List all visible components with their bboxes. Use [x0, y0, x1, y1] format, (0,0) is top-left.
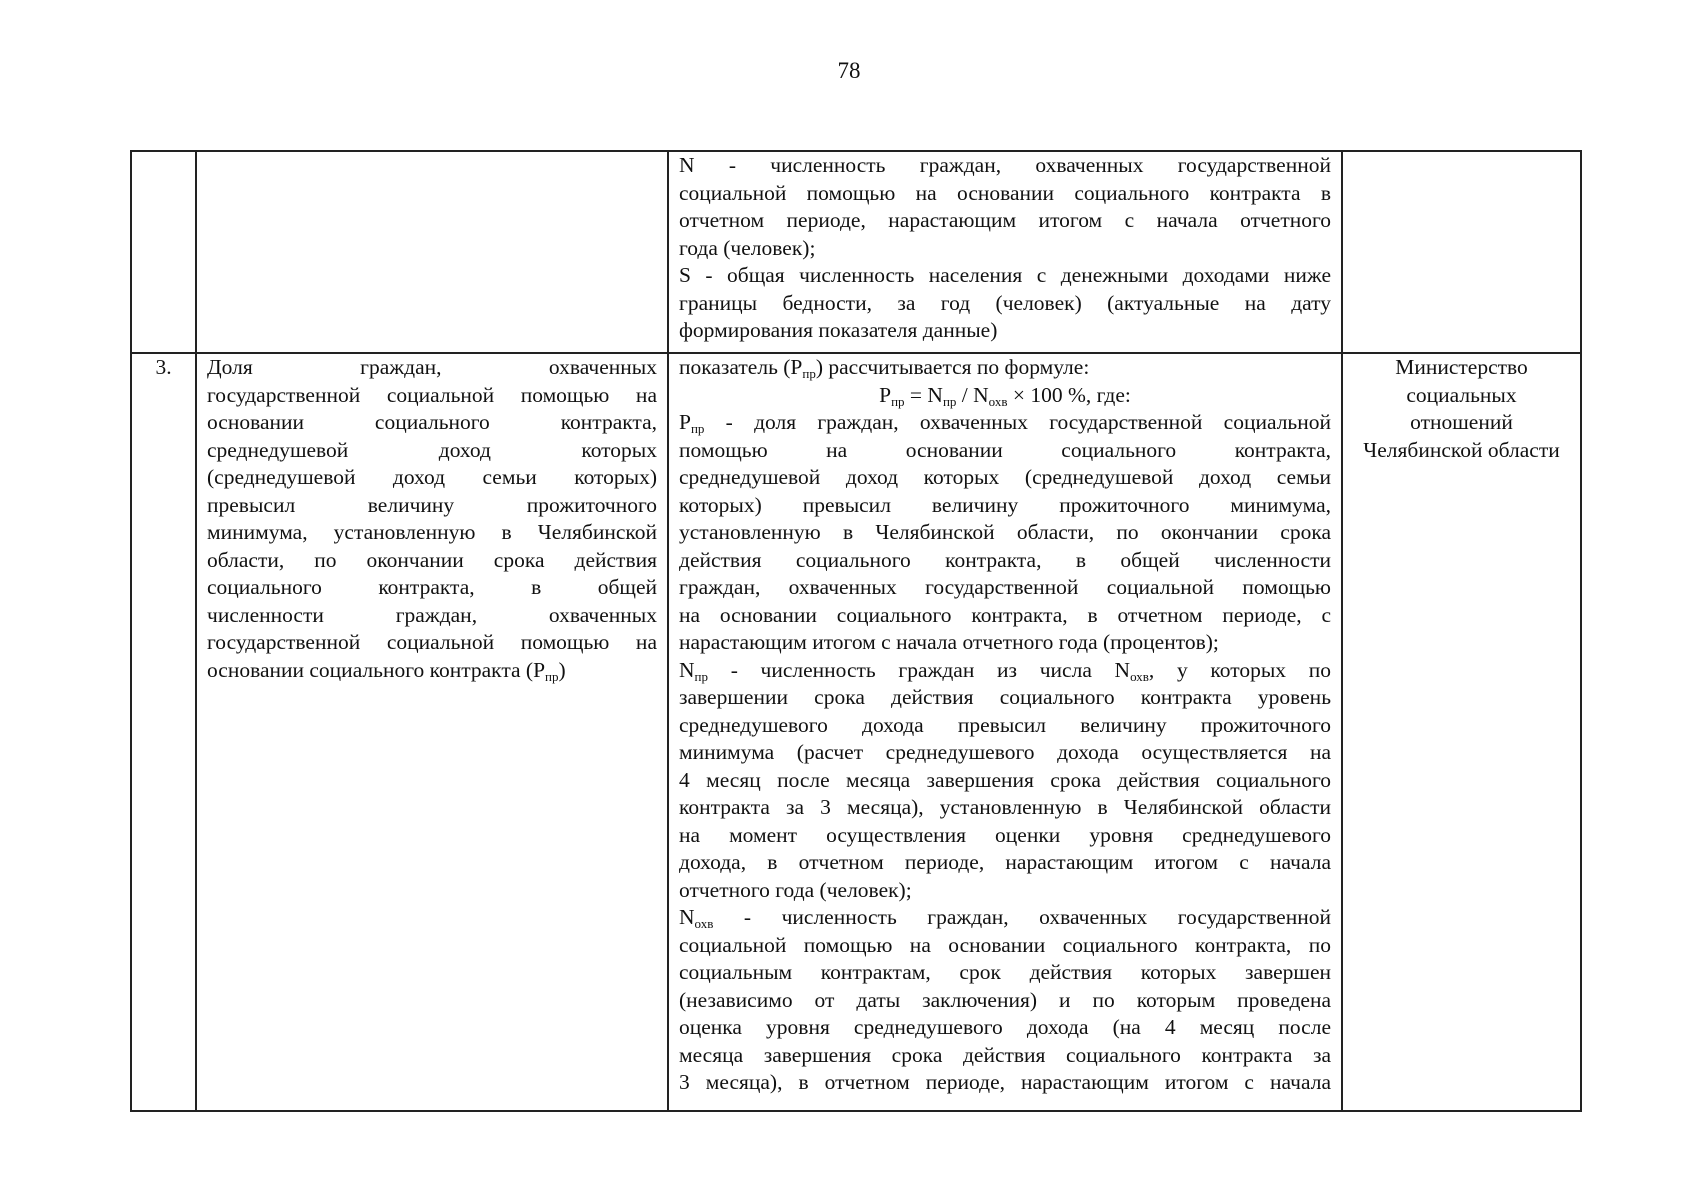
text-line: действия социального контракта, в общей численности — [679, 547, 1331, 572]
text-fragment: P — [879, 382, 892, 407]
text-line: границы бедности, за год (человек) (актуальные на дату — [679, 290, 1331, 315]
text-line: нарастающим итогом с начала отчетного года (процентов); — [679, 630, 1219, 654]
text-line: S - общая численность населения с денежными доходами ниже — [679, 263, 1331, 287]
text-fragment: = N — [904, 382, 943, 407]
text-line: (среднедушевой доход семьи которых) — [207, 465, 657, 489]
text-line: на момент осуществления оценки уровня среднедушевого — [679, 822, 1331, 847]
text-line: превысил величину прожиточного — [207, 492, 657, 517]
text-fragment: ) рассчитывается по формуле: — [815, 355, 1090, 379]
text-line: контракта за 3 месяца), установленную в Челябинской области — [679, 795, 1331, 819]
text-line: государственной социальной помощью на — [207, 630, 657, 654]
calculation-method-cell — [668, 151, 1342, 353]
text-line: на основании социального контракта, в отчетном периоде, с — [679, 602, 1331, 627]
formula-intro — [679, 354, 1331, 382]
text-line: 3 месяца), в отчетном периоде, нарастающим итогом с начала — [679, 1070, 1331, 1094]
text-line: социальной помощью на основании социального контракта, по — [679, 932, 1331, 957]
text-line: месяца завершения срока действия социального контракта за — [679, 1042, 1331, 1067]
text-line: отчетном периоде, нарастающим итогом с начала отчетного — [679, 208, 1331, 232]
definition-p-line — [679, 409, 1331, 437]
org-line: Министерство — [1395, 355, 1528, 379]
formula — [679, 382, 1331, 410]
text-line: завершении срока действия социального контракта уровень — [679, 685, 1331, 709]
text-fragment: - численность граждан из числа N — [708, 657, 1131, 682]
text-line: (независимо от даты заключения) и по которым проведена — [679, 987, 1331, 1012]
text-line: граждан, охваченных государственной социальной помощью — [679, 575, 1331, 599]
table-row — [131, 151, 1581, 353]
text-fragment: - доля граждан, охваченных государственной социальной — [704, 410, 1331, 434]
definition-npr-line — [679, 657, 1331, 685]
definition-nohv-line — [679, 904, 1331, 932]
subscript: пр — [942, 393, 957, 409]
text-line: основании социального контракта, — [207, 410, 657, 434]
text-line: минимума (расчет среднедушевого дохода осуществляется на — [679, 740, 1331, 764]
text-line: социальным контрактам, срок действия которых завершен — [679, 960, 1331, 984]
text-line: N - численность граждан, охваченных государственной — [679, 153, 1331, 177]
text-fragment: × 100 %, где: — [1007, 382, 1131, 407]
responsible-org-cell — [1342, 353, 1581, 1111]
text-line: государственной социальной помощью на — [207, 382, 657, 407]
subscript: пр — [545, 668, 559, 684]
subscript: пр — [891, 393, 905, 409]
text-fragment: N — [679, 905, 695, 929]
text-line: среднедушевой доход которых — [207, 437, 657, 462]
text-line: формирования показателя данные) — [679, 318, 998, 342]
indicator-name-cell — [196, 353, 668, 1111]
subscript: пр — [690, 421, 705, 436]
text-line: среднедушевого дохода превысил величину прожиточного — [679, 712, 1331, 737]
table-row — [131, 353, 1581, 1111]
text-line: численности граждан, охваченных — [207, 602, 657, 627]
text-line: помощью на основании социального контракта, — [679, 437, 1331, 462]
indicator-table — [130, 150, 1582, 1112]
text-fragment: , у которых по — [1148, 657, 1331, 682]
text-fragment: P — [679, 410, 691, 434]
text-line — [207, 657, 657, 685]
text-line: отчетного года (человек); — [679, 877, 912, 902]
text-fragment: основании социального контракта (P — [207, 657, 546, 682]
row-number-cell — [131, 151, 196, 353]
text-line: среднедушевой доход которых (среднедушевой доход семьи — [679, 465, 1331, 489]
text-line: дохода, в отчетном периоде, нарастающим итогом с начала — [679, 850, 1331, 874]
text-line: Доля граждан, охваченных — [207, 355, 657, 379]
text-fragment: / N — [956, 382, 989, 407]
text-line: установленную в Челябинской области, по окончании срока — [679, 520, 1331, 544]
calculation-method-cell — [668, 353, 1342, 1111]
text-fragment: N — [679, 657, 695, 682]
subscript: пр — [802, 366, 816, 381]
text-fragment: показатель (P — [679, 355, 803, 379]
text-line: социального контракта, в общей — [207, 575, 657, 599]
text-line: оценка уровня среднедушевого дохода (на 4 месяц после — [679, 1015, 1331, 1039]
page-number: 78 — [837, 58, 861, 83]
text-line: области, по окончании срока действия — [207, 547, 657, 572]
responsible-org-cell — [1342, 151, 1581, 353]
org-line: Челябинской области — [1363, 437, 1560, 462]
indicator-name-cell — [196, 151, 668, 353]
row-number: 3. — [155, 355, 172, 379]
text-line: которых) превысил величину прожиточного минимума, — [679, 492, 1331, 517]
text-line: социальной помощью на основании социального контракта в — [679, 180, 1331, 205]
subscript: охв — [1130, 668, 1149, 684]
subscript: охв — [694, 916, 714, 931]
row-number-cell — [131, 353, 196, 1111]
subscript: охв — [988, 393, 1008, 409]
text-line: 4 месяц после месяца завершения срока действия социального — [679, 767, 1331, 792]
text-line: минимума, установленную в Челябинской — [207, 520, 657, 544]
subscript: пр — [694, 668, 708, 684]
text-fragment: - численность граждан, охваченных государственной — [713, 905, 1331, 929]
org-line: социальных — [1406, 382, 1517, 407]
text-line: года (человек); — [679, 235, 816, 260]
text-fragment: ) — [558, 657, 566, 682]
org-line: отношений — [1410, 410, 1513, 434]
